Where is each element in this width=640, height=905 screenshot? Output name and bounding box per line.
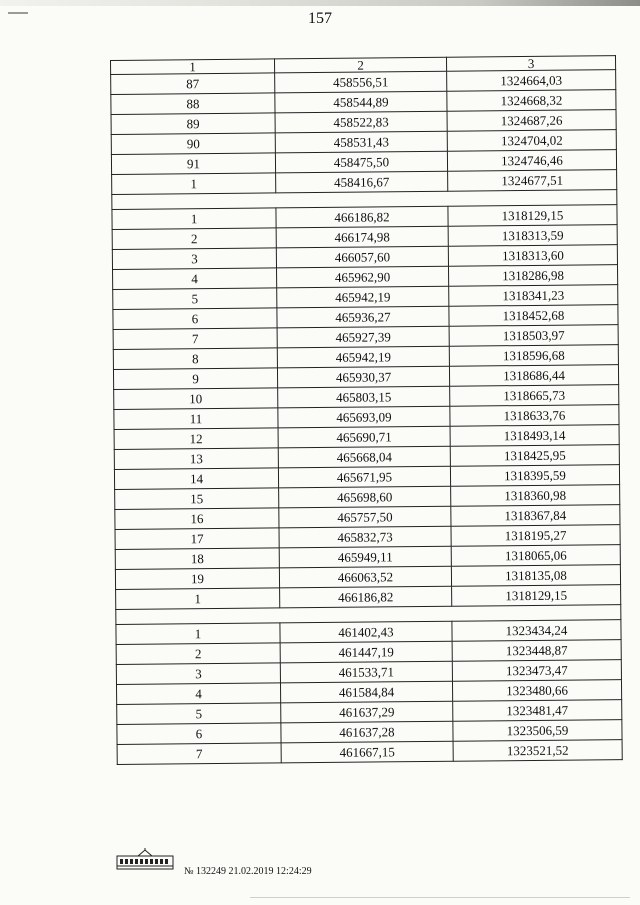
cell-point-number: 1 [112,173,276,195]
cell-y-coordinate: 1318686,44 [449,365,618,387]
cell-y-coordinate: 1318633,76 [450,405,619,427]
cell-point-number: 16 [115,508,279,530]
table-row [117,740,622,765]
cell-x-coordinate: 465927,39 [277,326,449,348]
cell-y-coordinate: 1318503,97 [449,325,618,347]
cell-x-coordinate: 466174,98 [276,226,448,248]
cell-x-coordinate: 461584,84 [280,681,452,703]
cell-point-number: 91 [111,153,275,175]
cell-point-number: 13 [114,448,278,470]
cell-point-number: 6 [117,723,281,745]
cell-point-number: 1 [116,623,280,645]
cell-y-coordinate: 1323473,47 [452,660,621,682]
cell-x-coordinate: 465757,50 [279,506,451,528]
cell-point-number: 14 [114,468,278,490]
cell-point-number: 17 [115,528,279,550]
cell-y-coordinate: 1324687,26 [447,110,616,132]
cell-y-coordinate: 1318596,68 [449,345,618,367]
cell-y-coordinate: 1318452,68 [449,305,618,327]
header-cell-y: 3 [446,56,615,72]
cell-x-coordinate: 465668,04 [278,446,450,468]
cell-y-coordinate: 1318493,14 [450,425,619,447]
cell-y-coordinate: 1318195,27 [451,525,620,547]
cell-point-number: 6 [113,308,277,330]
cell-y-coordinate: 1318135,08 [451,565,620,587]
cell-x-coordinate: 465930,37 [277,366,449,388]
cell-point-number: 2 [112,228,276,250]
cell-x-coordinate: 458522,83 [275,111,447,133]
cell-point-number: 1 [112,208,276,230]
cell-y-coordinate: 1318313,60 [448,245,617,267]
cell-y-coordinate: 1318367,84 [451,505,620,527]
cell-point-number: 12 [114,428,278,450]
cell-y-coordinate: 1323521,52 [453,740,622,762]
cell-y-coordinate: 1324704,02 [447,130,616,152]
cell-point-number: 1 [116,588,280,610]
cell-point-number: 90 [111,133,275,155]
page-number: 157 [308,10,332,27]
cell-x-coordinate: 465671,95 [278,466,450,488]
cell-x-coordinate: 465949,11 [279,546,451,568]
cell-x-coordinate: 465690,71 [278,426,450,448]
bottom-scan-line [250,897,630,898]
cell-x-coordinate: 465942,19 [277,286,449,308]
cell-x-coordinate: 466063,52 [279,566,451,588]
cell-x-coordinate: 461402,43 [280,621,452,643]
cell-point-number: 5 [117,703,281,725]
cell-point-number: 3 [116,663,280,685]
cell-x-coordinate: 458556,51 [275,71,447,93]
cell-point-number: 5 [113,288,277,310]
cell-point-number: 4 [113,268,277,290]
cell-y-coordinate: 1323506,59 [453,720,622,742]
cell-y-coordinate: 1318341,23 [449,285,618,307]
cell-point-number: 9 [113,368,277,390]
cell-point-number: 4 [116,683,280,705]
cell-y-coordinate: 1318129,15 [448,205,617,227]
cell-y-coordinate: 1323434,24 [452,620,621,642]
cell-x-coordinate: 458416,67 [276,171,448,193]
cell-point-number: 19 [115,568,279,590]
cell-y-coordinate: 1318313,59 [448,225,617,247]
cell-y-coordinate: 1318360,98 [451,485,620,507]
cell-x-coordinate: 466186,82 [276,206,448,228]
cell-point-number: 89 [111,113,275,135]
cell-y-coordinate: 1318129,15 [452,585,621,607]
cell-x-coordinate: 465698,60 [279,486,451,508]
cell-y-coordinate: 1318286,98 [448,265,617,287]
cell-y-coordinate: 1324677,51 [448,170,617,192]
cell-x-coordinate: 465693,09 [278,406,450,428]
cell-x-coordinate: 461447,19 [280,641,452,663]
cell-x-coordinate: 465942,19 [277,346,449,368]
coordinates-table-body [111,56,623,765]
cell-x-coordinate: 461637,29 [281,701,453,723]
cell-y-coordinate: 1318395,59 [450,465,619,487]
cell-point-number: 10 [114,388,278,410]
cell-point-number: 18 [115,548,279,570]
cell-x-coordinate: 466057,60 [276,246,448,268]
cell-point-number: 88 [111,93,275,115]
cell-y-coordinate: 1324746,46 [447,150,616,172]
footer [116,848,416,878]
registration-stamp-text: № 132249 21.02.2019 12:24:29 [184,866,312,877]
cell-y-coordinate: 1318665,73 [450,385,619,407]
cell-x-coordinate: 465936,27 [277,306,449,328]
cell-point-number: 2 [116,643,280,665]
cell-point-number: 3 [112,248,276,270]
cell-y-coordinate: 1324664,03 [447,70,616,92]
cell-x-coordinate: 465962,90 [277,266,449,288]
cell-x-coordinate: 461667,15 [281,741,453,763]
cell-x-coordinate: 461533,71 [280,661,452,683]
cell-y-coordinate: 1323481,47 [453,700,622,722]
cell-y-coordinate: 1318065,06 [451,545,620,567]
cell-point-number: 8 [113,348,277,370]
cell-point-number: 87 [111,73,275,95]
cell-x-coordinate: 458475,50 [275,151,447,173]
cell-y-coordinate: 1324668,32 [447,90,616,112]
cell-y-coordinate: 1323448,87 [452,640,621,662]
cell-x-coordinate: 458544,89 [275,91,447,113]
scan-edge [0,0,640,6]
header-cell-x: 2 [274,57,446,73]
cell-y-coordinate: 1323480,66 [452,680,621,702]
cell-x-coordinate: 461637,28 [281,721,453,743]
cell-x-coordinate: 465803,15 [278,386,450,408]
cell-point-number: 7 [117,743,281,765]
building-seal-icon [116,848,174,870]
cell-point-number: 15 [115,488,279,510]
cell-y-coordinate: 1318425,95 [450,445,619,467]
header-cell-point: 1 [111,59,275,75]
cell-x-coordinate: 465832,73 [279,526,451,548]
coordinates-table [110,55,623,765]
cell-x-coordinate: 466186,82 [280,586,452,608]
cell-x-coordinate: 458531,43 [275,131,447,153]
cell-point-number: 7 [113,328,277,350]
cell-point-number: 11 [114,408,278,430]
